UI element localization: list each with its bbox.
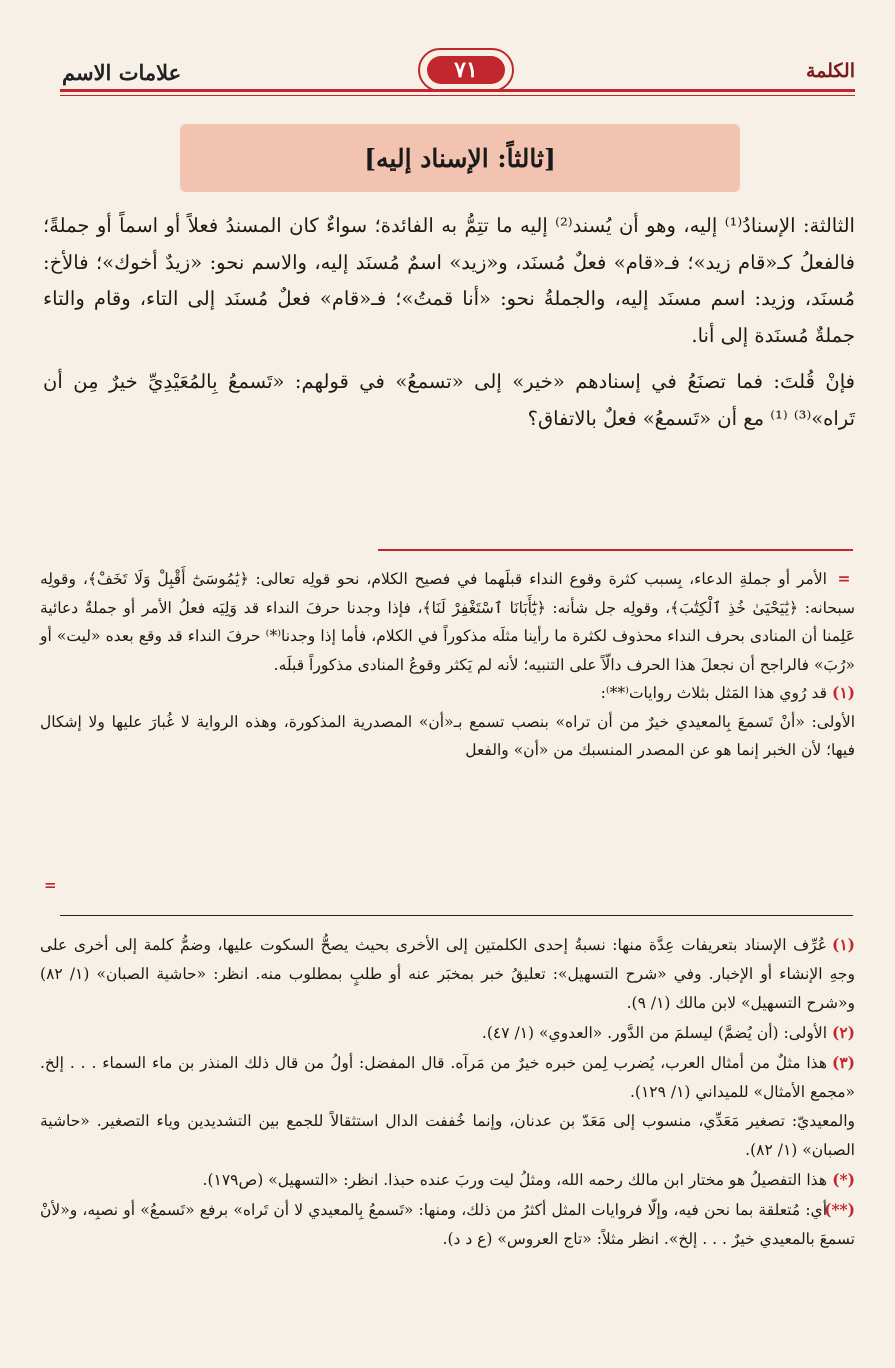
- main-paragraph: فإنْ قُلتَ: فما تصنَعُ في إسنادهم «خير» إلى «تسمعُ» في قولهم: «تَسمعُ بِالمُعَيْدِيِّ خيرٌ مِن أن تَراه»⁽³⁾ ⁽¹⁾ مع أن «تَسمعُ» فعلٌ بالاتفاق؟: [43, 370, 855, 430]
- footnote-marker: (*): [832, 1170, 855, 1189]
- chapter-title: الكلمة: [805, 60, 855, 82]
- footnote-marker: (١): [831, 935, 855, 954]
- page-number-badge: [418, 48, 514, 92]
- footnote-text: هذا مثلٌ من أمثال العرب، يُضرب لِمن خبره خيرٌ من مَرآه. قال المفضل: أولُ من قال ذلك المنذر بن ماء السماء . . . إلخ. «مجمع الأمثال» للميداني (١/ ١٢٩).: [40, 1054, 855, 1101]
- footnote: [40, 1195, 855, 1254]
- section-banner: [180, 124, 740, 192]
- footnote: [40, 1048, 855, 1107]
- commentary-text: الأولى: «أنْ تَسمعَ بِالمعيدي خيرٌ من أن تراه» بنصب تسمع بـ«أن» المصدرية المذكورة، وهذه الرواية لا غُبارَ عليها ولا إشكال فيها؛ لأن الخبر إنما هو عن المصدر المنسبك من «أن» والفعل: [40, 712, 855, 759]
- footnote: [40, 1107, 855, 1165]
- footnotes-block: [40, 930, 855, 1254]
- footnote-marker: (**): [824, 1200, 855, 1219]
- header-rule: [60, 89, 855, 92]
- commentary-separator: [378, 549, 853, 551]
- footnote-text: هذا التفصيلُ هو مختار ابن مالك رحمه الله، ومثلُ ليت وربَ عنده حبذا. انظر: «التسهيل» (ص١٧٩).: [202, 1171, 827, 1189]
- commentary-marker: =: [837, 569, 851, 588]
- footnote-text: الأولى: (أن يُضمَّ) ليسلمَ من الدَّور. «العدوي» (١/ ٤٧).: [481, 1024, 827, 1042]
- main-text: [43, 208, 855, 437]
- footnote-text: أي: مُتعلقة بما نحن فيه، وإلّا فروايات المثل أكثرُ من ذلك، ومنها: «تَسمعُ بِالمعيدي لا أن تَراه» برفع «تَسمعُ» أو نصبِه، و«لأنْ تسمعَ بالمعيدي خيرٌ . . . إلخ». انظر مثلاً: «تاج العروس» (ع د د).: [40, 1201, 855, 1248]
- footnote: [40, 930, 855, 1018]
- commentary-text: قد رُوي هذا المَثل بثلاث روايات⁽**⁾:: [600, 684, 827, 702]
- main-paragraph: الثالثة: الإسنادُ⁽¹⁾ إليه، وهو أن يُسند⁽²⁾ إليه ما تتِمُّ به الفائدة؛ سواءٌ كان المسندُ فعلاً أو اسماً أو جملةً؛ فالفعلُ كـ«قام زيد»؛ فـ«قام» فعلٌ مُسنَد، و«زيد» اسمٌ مُسنَد إليه، والاسم نحو: «زيدٌ أخوك»؛ فالأخ: مُسنَد، وزيد: اسم مسنَد إليه، والجملةُ نحو: «أنا قمتُ»؛ فـ«قام» فعلٌ مُسنَد إلى التاء، وقام والتاء جملةٌ مُسنَدة إلى أنا.: [43, 214, 855, 347]
- footnote: [40, 1165, 855, 1195]
- commentary-marker: (١): [831, 683, 855, 702]
- commentary-paragraph: [40, 565, 855, 679]
- footnote-separator: [60, 915, 853, 916]
- commentary-text: الأمر أو جملةِ الدعاء، بِسبب كثرة وقوع النداء قبلَهما في فصيح الكلام، نحو قولِه تعالى: ﴿يَٰمُوسَىٰٓ أَقْبِلْ وَلَا تَخَفْ﴾، وقولِه سبحانه: ﴿يَٰيَحْيَىٰ خُذِ ٱلْكِتَٰبَ﴾، وقولِه جل شأنه: ﴿يَٰٓأَبَانَا ٱسْتَغْفِرْ لَنَا﴾، فإذا وجدنا حرفَ النداء قد وَلِيَه فعلُ الأمر أو جملةٌ دعائية عَلِمنا أن المنادى بحرف النداء محذوف لكثرة ما رأينا مثلَه مذكوراً في الكلام، فأما إذا وجدنا⁽*⁾ حرفَ النداء قد وقع بعده «ليت» أو «رُبَ» فالراجح أن نجعلَ هذا الحرف دالّاً على التنبيه؛ لأنه لم يَكثر وقوعُ المنادى مذكوراً قبلَه.: [40, 570, 855, 674]
- commentary-paragraph: [40, 679, 855, 708]
- section-banner-title: [ثالثاً: الإسناد إليه]: [364, 143, 556, 173]
- footnote-marker: (٣): [831, 1053, 855, 1072]
- commentary-paragraph: [40, 708, 855, 765]
- page-number: ٧١: [427, 56, 505, 84]
- commentary-block: [40, 565, 855, 765]
- continues-mark: =: [44, 876, 57, 894]
- page-header: [60, 40, 855, 98]
- header-rule-thin: [60, 95, 855, 96]
- footnote-marker: (٢): [831, 1023, 855, 1042]
- footnote: [40, 1018, 855, 1048]
- footnote-text: والمعيديّ: تصغير مَعَدِّي، منسوب إلى مَعَدّ بن عدنان، وإنما خُففت الدال استثقالاً للجمع بين التشديدين وياء التصغير. «حاشية الصبان» (١/ ٨٢).: [40, 1112, 855, 1159]
- section-title: علامات الاسم: [62, 60, 182, 85]
- footnote-text: عُرِّف الإسناد بتعريفات عِدَّة منها: نسبةُ إحدى الكلمتين إلى الأخرى بحيث يصحُّ السكوت عليها، وضمُّ كلمة إلى أخرى على وجهِ الإنشاء أو الإخبار. وفي «شرح التسهيل»: تعليقُ خبر بمخبَر عنه أو طلبٍ بمطلوب منه. انظر: «حاشية الصبان» (١/ ٨٢) و«شرح التسهيل» لابن مالك (١/ ٩).: [40, 936, 855, 1012]
